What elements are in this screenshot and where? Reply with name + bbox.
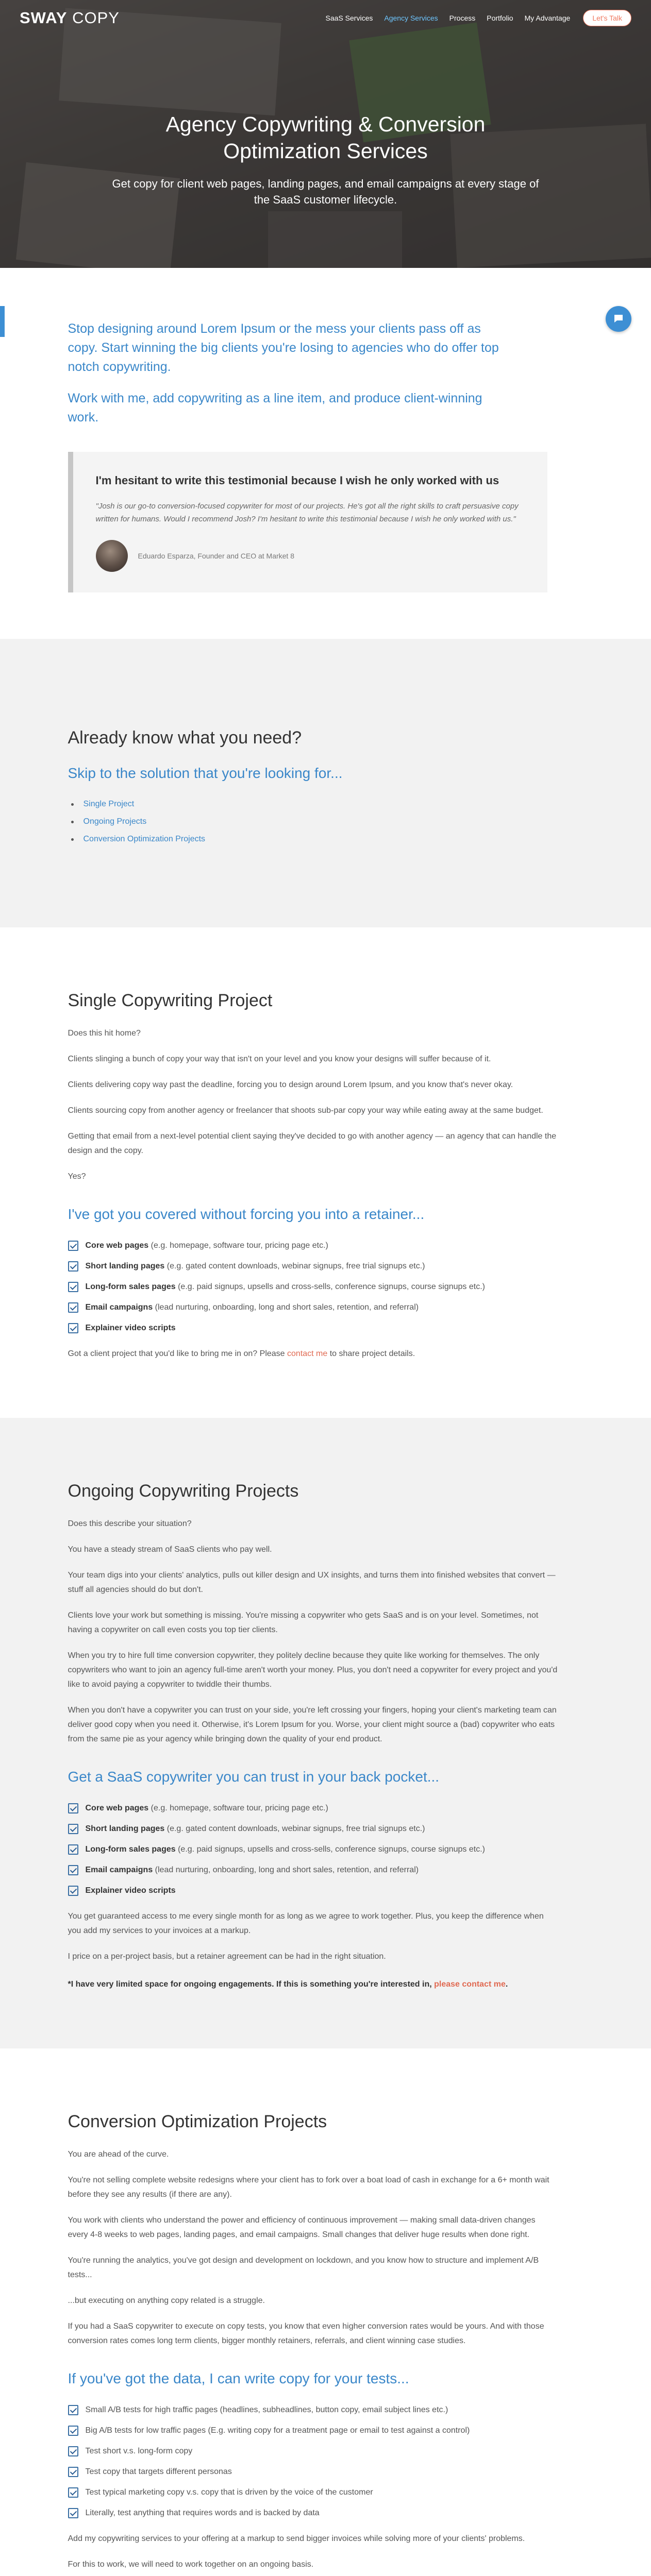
checkbox-icon bbox=[68, 1844, 78, 1855]
checkbox-icon bbox=[68, 2487, 78, 2498]
paragraph: Getting that email from a next-level potential client saying they've decided to go with another agency — an agency that can handle the design and the copy. bbox=[68, 1132, 557, 1155]
paragraph: If you had a SaaS copywriter to execute on copy tests, you know that even higher conversion rates would be yours. And with those conversion rates comes long term clients, bigger monthly retainers, referrals, and client winning case studies. bbox=[68, 2322, 544, 2345]
nav-portfolio[interactable]: Portfolio bbox=[487, 14, 513, 22]
checkbox-icon bbox=[68, 2508, 78, 2518]
paragraph: Does this describe your situation? bbox=[68, 1519, 192, 1528]
main-nav bbox=[320, 10, 631, 26]
list-item: Explainer video scripts bbox=[68, 1884, 547, 1898]
hero-content bbox=[0, 111, 651, 208]
contact-link[interactable]: contact me bbox=[287, 1349, 328, 1358]
single-project-section bbox=[0, 927, 651, 1418]
author-name: Eduardo Esparza, Founder and CEO at Market 8 bbox=[138, 552, 294, 560]
paragraph: Clients love your work but something is missing. You're missing a copywriter who gets SaaS and is on your level. Sometimes, not having a copywriter on call even costs you top tier clients. bbox=[68, 1611, 539, 1634]
paragraph: You're running the analytics, you've got design and development on lockdown, and you know how to structure and implement A/B tests... bbox=[68, 2256, 539, 2279]
checkbox-icon bbox=[68, 1261, 78, 1272]
list-item: Test short v.s. long-form copy bbox=[68, 2444, 547, 2459]
feedback-tab[interactable] bbox=[0, 306, 5, 337]
testimonial-author bbox=[96, 540, 522, 572]
quick-links-list bbox=[68, 798, 583, 846]
list-item: Long-form sales pages (e.g. paid signups, upsells and cross-sells, conference signups, course signups etc.) bbox=[68, 1280, 547, 1294]
paragraph: I price on a per-project basis, but a retainer agreement can be had in the right situation. bbox=[68, 1952, 386, 1961]
section-title: Single Copywriting Project bbox=[68, 991, 273, 1010]
avatar bbox=[96, 540, 128, 572]
paragraph: Does this hit home? bbox=[68, 1029, 141, 1038]
intro-lead-2: Work with me, add copywriting as a line item, and produce client-winning work. bbox=[68, 391, 482, 425]
checkbox-icon bbox=[68, 1302, 78, 1313]
checkbox-icon bbox=[68, 2405, 78, 2415]
checkbox-icon bbox=[68, 2446, 78, 2456]
checkbox-icon bbox=[68, 1803, 78, 1814]
paragraph: ...but executing on anything copy related is a struggle. bbox=[68, 2296, 265, 2305]
paragraph: You work with clients who understand the power and efficiency of continuous improvement — making small data-driven changes every 4-8 weeks to web pages, landing pages, and email campaigns. Small changes that deliver huge results when done right. bbox=[68, 2216, 536, 2239]
link-single-project[interactable]: Single Project bbox=[68, 798, 583, 811]
list-item: Short landing pages (e.g. gated content downloads, webinar signups, free trial signups etc.) bbox=[68, 1822, 547, 1836]
service-checklist bbox=[68, 1239, 547, 1335]
paragraph: When you don't have a copywriter you can trust on your side, you're left crossing your fingers, hoping your client's marketing team can deliver good copy when you need it. Otherwise, it's Lorem Ipsum for you. Worse, your client might source a (bad) copywriter who eats from the same pie as your agency while bringing down the quality of your end product. bbox=[68, 1706, 557, 1743]
checkbox-icon bbox=[68, 1865, 78, 1875]
list-item: Short landing pages (e.g. gated content downloads, webinar signups, free trial signups etc.) bbox=[68, 1259, 547, 1274]
section-subtitle: I've got you covered without forcing you into a retainer... bbox=[68, 1206, 425, 1222]
checkbox-icon bbox=[68, 2426, 78, 2436]
page-title: Agency Copywriting & Conversion Optimization Services bbox=[165, 112, 486, 163]
list-item: Core web pages (e.g. homepage, software tour, pricing page etc.) bbox=[68, 1801, 547, 1816]
checkbox-icon bbox=[68, 1282, 78, 1292]
list-item: Long-form sales pages (e.g. paid signups, upsells and cross-sells, conference signups, course signups etc.) bbox=[68, 1842, 547, 1857]
paragraph: Your team digs into your clients' analytics, pulls out killer design and UX insights, and turns them into finished websites that convert — stuff all agencies should do but don't. bbox=[68, 1571, 556, 1594]
site-logo[interactable]: SWAY COPY bbox=[20, 9, 120, 27]
paragraph: Clients sourcing copy from another agency or freelancer that shoots sub-par copy your way while eating away at the same budget. bbox=[68, 1106, 543, 1115]
paragraph: Clients slinging a bunch of copy your way that isn't on your level and you know your designs will suffer because of it. bbox=[68, 1055, 491, 1063]
paragraph: For this to work, we will need to work together on an ongoing basis. bbox=[68, 2560, 314, 2569]
section-subtitle: If you've got the data, I can write copy for your tests... bbox=[68, 2370, 409, 2386]
list-item: Literally, test anything that requires words and is backed by data bbox=[68, 2506, 547, 2520]
intro-lead: Stop designing around Lorem Ipsum or the mess your clients pass off as copy. Start winning the big clients you're losing to agencies who do offer top notch copywriting. bbox=[68, 321, 499, 374]
checkbox-icon bbox=[68, 1886, 78, 1896]
checkbox-icon bbox=[68, 1824, 78, 1834]
paragraph: Add my copywriting services to your offering at a markup to send bigger invoices while solving more of your clients' problems. bbox=[68, 2534, 525, 2543]
quick-links-section bbox=[0, 639, 651, 927]
paragraph: When you try to hire full time conversion copywriter, they politely decline because they quite like working for themselves. The only copywriters who want to join an agency full-time aren't worth your money. Plus, you don't need a copywriter for every project and you'd like to avoid paying a copywriter to twiddle their thumbs. bbox=[68, 1651, 558, 1689]
paragraph: Yes? bbox=[68, 1172, 86, 1181]
paragraph: Clients delivering copy way past the deadline, forcing you to design around Lorem Ipsum, and you know that's never okay. bbox=[68, 1080, 513, 1089]
section-title: Conversion Optimization Projects bbox=[68, 2112, 327, 2131]
paragraph: You have a steady stream of SaaS clients who pay well. bbox=[68, 1545, 272, 1554]
service-checklist bbox=[68, 1801, 547, 1898]
link-cro-projects[interactable]: Conversion Optimization Projects bbox=[68, 833, 583, 846]
nav-process[interactable]: Process bbox=[449, 14, 476, 22]
hero-section bbox=[0, 0, 651, 268]
chat-button[interactable] bbox=[606, 306, 631, 332]
list-item: Big A/B tests for low traffic pages (E.g. writing copy for a treatment page or email to test against a control) bbox=[68, 2424, 547, 2438]
section-subtitle: Get a SaaS copywriter you can trust in your back pocket... bbox=[68, 1769, 440, 1785]
intro-section bbox=[0, 268, 651, 639]
list-item: Core web pages (e.g. homepage, software tour, pricing page etc.) bbox=[68, 1239, 547, 1253]
nav-my-advantage[interactable]: My Advantage bbox=[524, 14, 571, 22]
testimonial-card bbox=[68, 452, 547, 592]
list-item: Test typical marketing copy v.s. copy that is driven by the voice of the customer bbox=[68, 2485, 547, 2500]
checkbox-icon bbox=[68, 1241, 78, 1251]
chat-icon bbox=[612, 313, 625, 325]
paragraph: You're not selling complete website redesigns where your client has to fork over a boat load of cash in exchange for a 6+ month wait before they see any results (if there are any). bbox=[68, 2176, 549, 2199]
checkbox-icon bbox=[68, 2467, 78, 2477]
availability-note: *I have very limited space for ongoing engagements. If this is something you're interested in, please contact me. bbox=[68, 1980, 508, 1989]
hero-subtitle: Get copy for client web pages, landing pages, and email campaigns at every stage of the SaaS customer lifecycle. bbox=[112, 177, 539, 206]
checkbox-icon bbox=[68, 1323, 78, 1333]
list-item: Test copy that targets different personas bbox=[68, 2465, 547, 2479]
list-item: Email campaigns (lead nurturing, onboarding, long and short sales, retention, and referral) bbox=[68, 1300, 547, 1315]
contact-link[interactable]: please contact me bbox=[434, 1980, 506, 1989]
list-item: Explainer video scripts bbox=[68, 1321, 547, 1335]
list-item: Email campaigns (lead nurturing, onboarding, long and short sales, retention, and referral) bbox=[68, 1863, 547, 1877]
nav-agency-services[interactable]: Agency Services bbox=[384, 14, 438, 22]
site-header bbox=[0, 0, 651, 36]
quick-links-title: Already know what you need? bbox=[68, 728, 302, 748]
test-checklist bbox=[68, 2403, 547, 2520]
section-title: Ongoing Copywriting Projects bbox=[68, 1481, 299, 1501]
closing-paragraph: Got a client project that you'd like to bring me in on? Please contact me to share project details. bbox=[68, 1349, 415, 1358]
link-ongoing-projects[interactable]: Ongoing Projects bbox=[68, 815, 583, 828]
lets-talk-button[interactable]: Let's Talk bbox=[583, 10, 631, 26]
quick-links-subtitle: Skip to the solution that you're looking for... bbox=[68, 765, 343, 781]
testimonial-quote: "Josh is our go-to conversion-focused copywriter for most of our projects. He's got all the right skills to craft persuasive copy written for humans. Would I recommend Josh? I'm hesitant to write this testimonial because I wish he only worked with us." bbox=[95, 502, 519, 523]
ongoing-projects-section bbox=[0, 1418, 651, 2048]
paragraph: You get guaranteed access to me every single month for as long as we agree to work together. Plus, you keep the difference when you add my services to your invoices at a markup. bbox=[68, 1912, 544, 1935]
nav-saas-services[interactable]: SaaS Services bbox=[325, 14, 373, 22]
paragraph: You are ahead of the curve. bbox=[68, 2150, 169, 2159]
cro-projects-section bbox=[0, 2048, 651, 2576]
testimonial-heading: I'm hesitant to write this testimonial because I wish he only worked with us bbox=[95, 474, 499, 487]
list-item: Small A/B tests for high traffic pages (headlines, subheadlines, button copy, email subject lines etc.) bbox=[68, 2403, 547, 2417]
